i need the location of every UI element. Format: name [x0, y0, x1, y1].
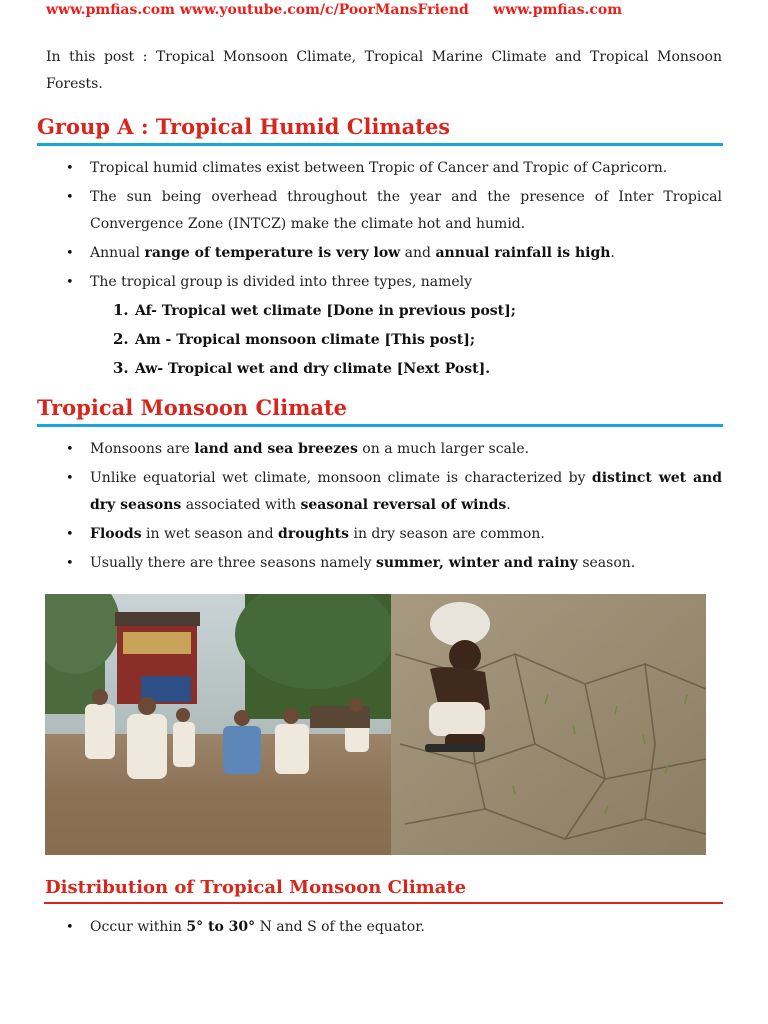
- heading-group-a: Group A : Tropical Humid Climates: [37, 114, 451, 139]
- group-a-bullets: [66, 155, 722, 298]
- list-item: 3. Aw- Tropical wet and dry climate [Next Post].: [113, 359, 491, 377]
- list-item: • Floods in wet season and droughts in dry season are common.: [66, 521, 722, 548]
- heading-rule: [37, 424, 723, 427]
- list-item: • Tropical humid climates exist between Tropic of Cancer and Tropic of Capricorn.: [66, 155, 722, 182]
- heading-distribution: Distribution of Tropical Monsoon Climate: [45, 877, 467, 898]
- flood-and-drought-photo: [45, 594, 706, 855]
- heading-rule: [44, 902, 723, 904]
- flood-scene: [45, 594, 395, 855]
- list-item: • The tropical group is divided into three types, namely: [66, 269, 722, 296]
- list-item: • The sun being overhead throughout the year and the presence of Inter Tropical Convergence Zone (INTCZ) make the climate hot and humid.: [66, 184, 722, 238]
- header-links[interactable]: www.pmfias.com www.youtube.com/c/PoorMansFriend www.pmfias.com: [46, 2, 623, 18]
- list-item: • Usually there are three seasons namely summer, winter and rainy season.: [66, 550, 722, 577]
- intro-paragraph: In this post : Tropical Monsoon Climate, Tropical Marine Climate and Tropical Monsoon Forests.: [46, 49, 722, 92]
- list-item: 1. Af- Tropical wet climate [Done in previous post];: [113, 301, 516, 319]
- list-item: • Annual range of temperature is very low and annual rainfall is high.: [66, 240, 722, 267]
- list-item: • Unlike equatorial wet climate, monsoon climate is characterized by distinct wet and dry seasons associated with seasonal reversal of winds.: [66, 465, 722, 519]
- list-item: 2. Am - Tropical monsoon climate [This post];: [113, 330, 476, 348]
- drought-scene: [391, 594, 706, 855]
- list-item: • Occur within 5° to 30° N and S of the equator.: [66, 914, 722, 941]
- monsoon-bullets: [66, 436, 722, 579]
- distribution-bullets: [66, 914, 722, 943]
- heading-tropical-monsoon: Tropical Monsoon Climate: [37, 395, 348, 420]
- climate-types-list: [113, 296, 516, 383]
- list-item: • Monsoons are land and sea breezes on a much larger scale.: [66, 436, 722, 463]
- heading-rule: [37, 143, 723, 146]
